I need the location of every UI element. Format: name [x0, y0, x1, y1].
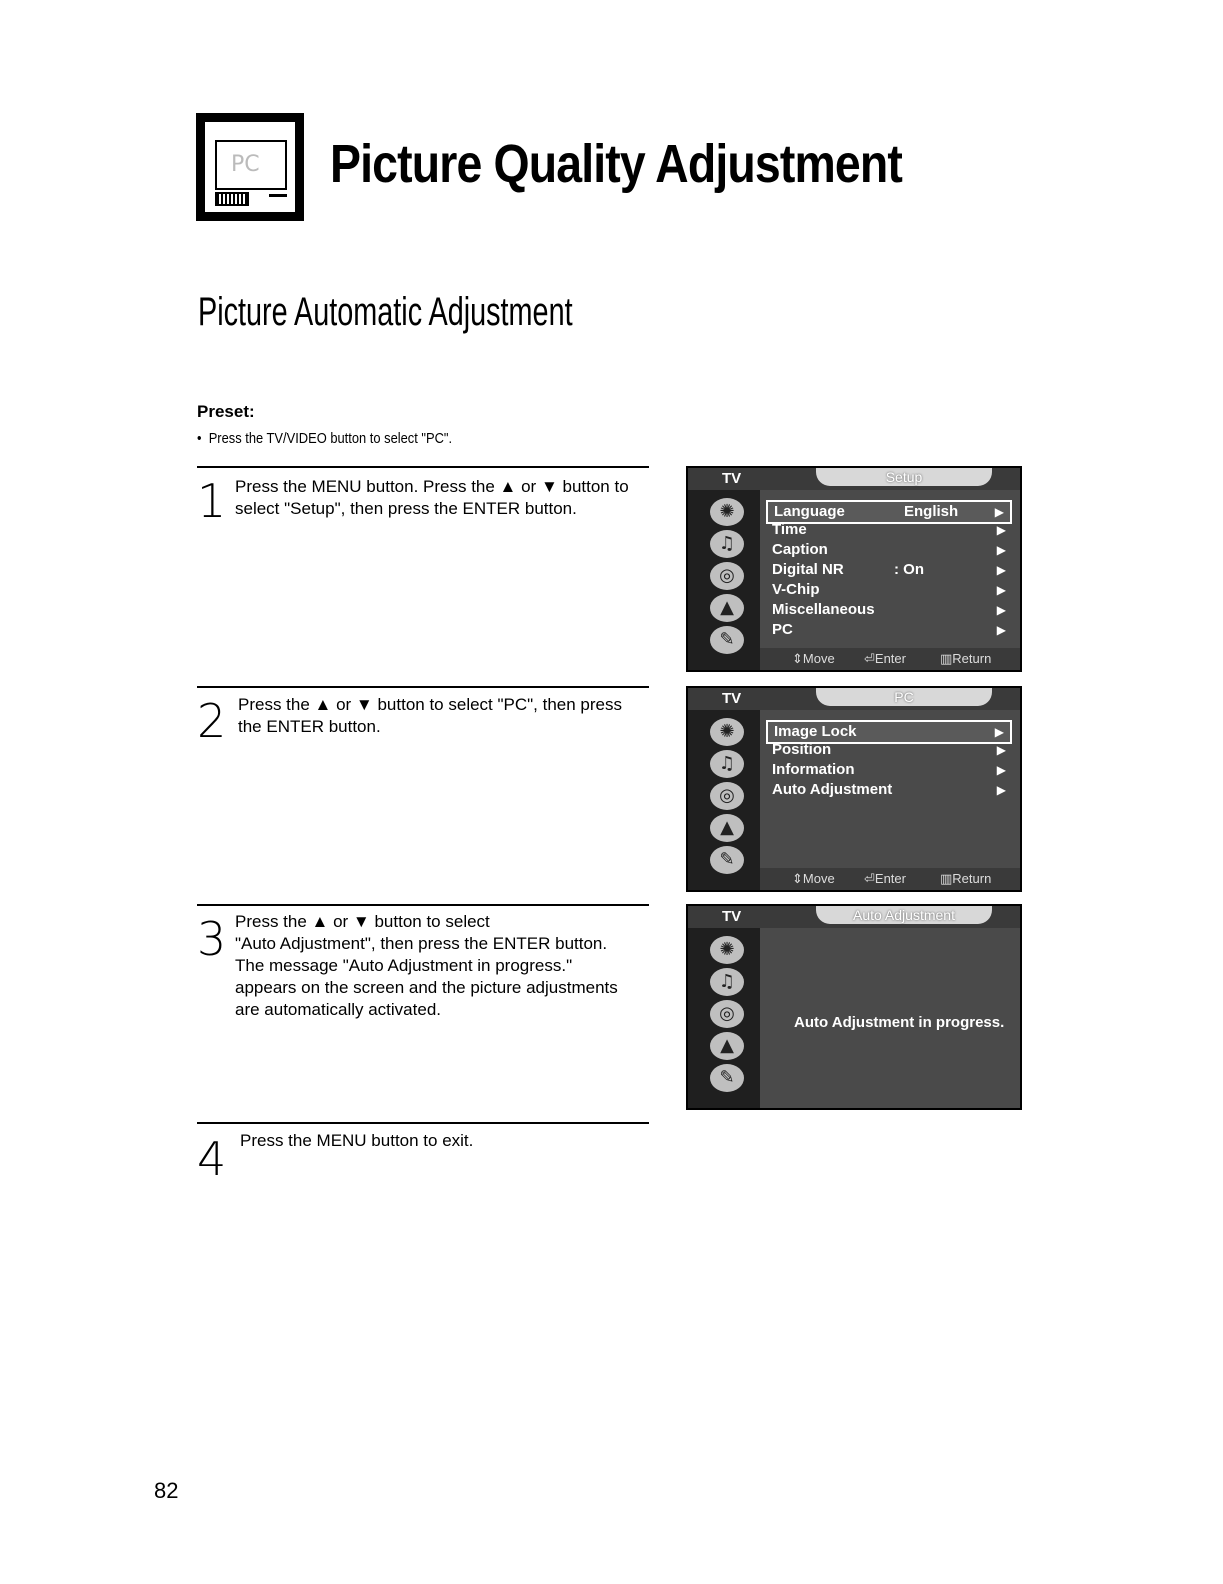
menu-title: PC: [816, 688, 992, 706]
menu-panel: [760, 928, 1020, 1108]
step-line: Press the MENU button to exit.: [240, 1131, 474, 1150]
enter-icon: ⏎: [864, 871, 875, 886]
step-text: [235, 476, 647, 520]
enter-hint: [864, 648, 906, 670]
return-icon: ▥: [940, 651, 953, 666]
menu-item-value: : On: [894, 561, 924, 578]
channel-menu-icon: ◎: [710, 782, 744, 810]
menu-item-label: Caption: [772, 541, 828, 558]
step-line: the ENTER button.: [238, 717, 381, 736]
menu-item-label: Digital NR: [772, 561, 844, 578]
arrow-right-icon: ▶: [996, 783, 1006, 797]
tv-screen-auto-adjustment: [686, 904, 1022, 1110]
enter-hint-label: Enter: [874, 871, 906, 886]
menu-item-pc[interactable]: [766, 620, 1012, 640]
return-hint-label: Return: [952, 871, 992, 886]
menu-panel: [760, 710, 1020, 890]
menu-panel: [760, 490, 1020, 670]
menu-sidebar: [688, 928, 760, 1108]
sound-menu-icon: ♫: [710, 968, 744, 996]
menu-item-label: Image Lock: [774, 723, 857, 740]
menu-item-label: Auto Adjustment: [772, 781, 893, 798]
picture-menu-icon: ✺: [710, 718, 744, 746]
enter-hint: [864, 868, 906, 890]
sound-menu-icon: ♫: [710, 750, 744, 778]
step-divider: [197, 466, 649, 468]
return-icon: ▥: [940, 871, 953, 886]
menu-item-caption[interactable]: [766, 540, 1012, 560]
input-menu-icon: ✎: [710, 846, 744, 874]
enter-icon: ⏎: [864, 651, 875, 666]
menu-footer: [760, 648, 1020, 670]
menu-item-time[interactable]: [766, 520, 1012, 540]
step-line: are automatically activated.: [235, 1000, 441, 1019]
menu-item-value: English: [904, 503, 959, 520]
menu-item-miscellaneous[interactable]: [766, 600, 1012, 620]
menu-title: Setup: [816, 468, 992, 486]
step-line: appears on the screen and the picture adjustments: [235, 978, 618, 997]
arrow-right-icon: ▶: [996, 763, 1006, 777]
step-number: 4: [197, 1132, 227, 1186]
step-line: The message "Auto Adjustment in progress.": [235, 956, 573, 975]
arrow-right-icon: ▶: [996, 743, 1006, 757]
step-text: [240, 1130, 648, 1152]
menu-item-position[interactable]: [766, 740, 1012, 760]
arrow-right-icon: ▶: [996, 523, 1006, 537]
tv-label: TV: [722, 908, 742, 925]
menu-footer: [760, 868, 1020, 890]
arrow-right-icon: ▶: [996, 603, 1006, 617]
step-text: [238, 694, 648, 738]
tv-label: TV: [722, 690, 742, 707]
preset-item: • Press the TV/VIDEO button to select "PC".: [197, 430, 453, 447]
picture-menu-icon: ✺: [710, 936, 744, 964]
menu-item-label: Miscellaneous: [772, 601, 875, 618]
picture-menu-icon: ✺: [710, 498, 744, 526]
menu-item-v-chip[interactable]: [766, 580, 1012, 600]
menu-item-auto-adjustment[interactable]: [766, 780, 1012, 800]
menu-item-label: V-Chip: [772, 581, 820, 598]
setup-menu-icon: ▲: [710, 594, 744, 622]
sound-menu-icon: ♫: [710, 530, 744, 558]
return-hint-label: Return: [952, 651, 992, 666]
preset-label: Preset:: [197, 402, 255, 421]
menu-title: Auto Adjustment: [816, 906, 992, 924]
menu-item-label: Information: [772, 761, 855, 778]
step-number: 1: [197, 474, 227, 528]
arrow-right-icon: ▶: [994, 505, 1004, 519]
move-hint: ⇕Move: [792, 871, 835, 886]
step-divider: [197, 1122, 649, 1124]
step-divider: [197, 904, 649, 906]
arrow-right-icon: ▶: [996, 563, 1006, 577]
step-line: Press the MENU button. Press the ▲ or ▼ button to: [235, 477, 629, 496]
arrow-right-icon: ▶: [996, 543, 1006, 557]
step-divider: [197, 686, 649, 688]
enter-hint-label: Enter: [874, 651, 906, 666]
progress-message: Auto Adjustment in progress.: [794, 1014, 1005, 1031]
page-number: 82: [154, 1478, 179, 1503]
step-line: "Auto Adjustment", then press the ENTER button.: [235, 934, 608, 953]
step-line: select "Setup", then press the ENTER button.: [235, 499, 577, 518]
menu-item-label: Position: [772, 741, 832, 758]
setup-menu-icon: ▲: [710, 814, 744, 842]
return-hint: [940, 648, 991, 670]
step-number: 3: [197, 912, 227, 966]
menu-item-label: PC: [772, 621, 793, 638]
input-menu-icon: ✎: [710, 1064, 744, 1092]
menu-item-label: Language: [774, 503, 845, 520]
arrow-right-icon: ▶: [996, 623, 1006, 637]
menu-item-information[interactable]: [766, 760, 1012, 780]
return-hint: [940, 868, 991, 890]
input-menu-icon: ✎: [710, 626, 744, 654]
page-title: Picture Quality Adjustment: [330, 134, 903, 194]
menu-sidebar: [688, 490, 760, 670]
channel-menu-icon: ◎: [710, 1000, 744, 1028]
tv-screen-setup: [686, 466, 1022, 672]
arrow-right-icon: ▶: [994, 725, 1004, 739]
tv-label: TV: [722, 470, 742, 487]
arrow-right-icon: ▶: [996, 583, 1006, 597]
pc-monitor-icon: PC: [196, 113, 304, 221]
move-hint: ⇕Move: [792, 651, 835, 666]
step-line: Press the ▲ or ▼ button to select "PC", then press: [238, 695, 623, 714]
section-title: Picture Automatic Adjustment: [198, 290, 573, 334]
setup-menu-icon: ▲: [710, 1032, 744, 1060]
step-text: [235, 911, 647, 1021]
step-line: Press the ▲ or ▼ button to select: [235, 912, 490, 931]
preset-item-text: Press the TV/VIDEO button to select "PC".: [208, 430, 453, 447]
menu-sidebar: [688, 710, 760, 890]
menu-item-label: Time: [772, 521, 807, 538]
channel-menu-icon: ◎: [710, 562, 744, 590]
step-number: 2: [197, 694, 227, 748]
tv-screen-pc: [686, 686, 1022, 892]
menu-item-digital-nr[interactable]: [766, 560, 1012, 580]
